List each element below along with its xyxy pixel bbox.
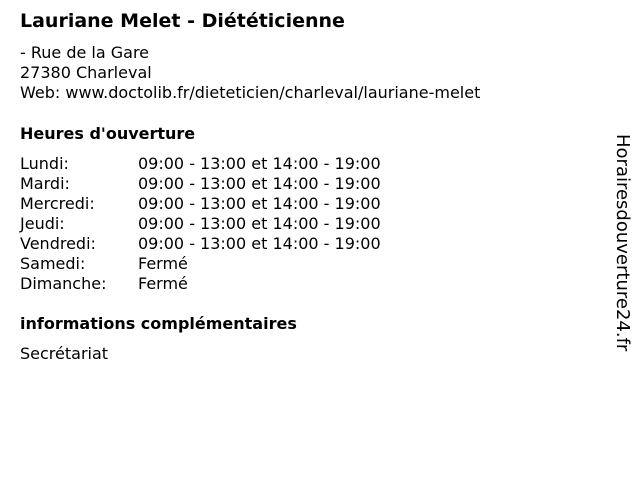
day-hours: 09:00 - 13:00 et 14:00 - 19:00 [138,214,381,233]
day-hours: 09:00 - 13:00 et 14:00 - 19:00 [138,194,381,213]
day-label: Dimanche: [20,274,107,293]
day-label: Mercredi: [20,194,95,213]
day-label: Lundi: [20,154,69,173]
day-hours: Fermé [138,254,188,273]
day-hours: 09:00 - 13:00 et 14:00 - 19:00 [138,234,381,253]
address-street: - Rue de la Gare [20,43,150,62]
day-hours: 09:00 - 13:00 et 14:00 - 19:00 [138,154,381,173]
address-city: 27380 Charleval [20,63,152,82]
day-label: Mardi: [20,174,70,193]
address-web: Web: www.doctolib.fr/dieteticien/charleval/lauriane-melet [20,83,481,102]
address-block [20,43,480,103]
page-title: Lauriane Melet - Diététicienne [20,10,345,32]
day-hours: Fermé [138,274,188,293]
site-watermark: Horairesdouverture24.fr [612,134,633,352]
opening-hours-heading: Heures d'ouverture [20,124,196,143]
day-label: Jeudi: [20,214,65,233]
day-hours: 09:00 - 13:00 et 14:00 - 19:00 [138,174,381,193]
day-label: Samedi: [20,254,86,273]
day-label: Vendredi: [20,234,96,253]
additional-info-heading: informations complémentaires [20,314,297,333]
additional-info-text: Secrétariat [20,344,109,363]
